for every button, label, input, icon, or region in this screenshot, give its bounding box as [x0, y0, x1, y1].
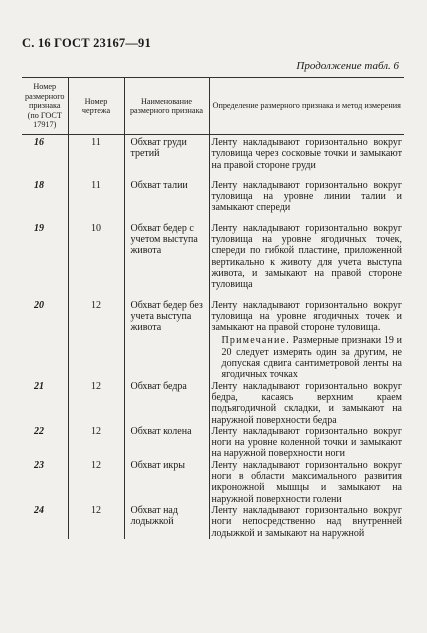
drawing-number: 10 — [68, 223, 124, 291]
sign-number: 22 — [34, 425, 44, 437]
measurement-method — [209, 300, 404, 381]
drawing-number: 11 — [68, 180, 124, 214]
drawing-number: 12 — [68, 505, 124, 539]
sign-number: 21 — [34, 380, 44, 392]
table-row — [22, 381, 404, 426]
table-header-row — [22, 78, 404, 135]
column-header-sign: Номер размерного признака (по ГОСТ 17917) — [22, 78, 68, 135]
measurement-name: Обхват бедер с учетом выступа живота — [124, 223, 209, 291]
table-continuation-label: Продолжение табл. 6 — [296, 60, 399, 72]
table-row — [22, 505, 404, 539]
note-lead: Примечание. — [221, 335, 290, 347]
drawing-number: 12 — [68, 300, 124, 381]
column-header-drawing: Номер чертежа — [68, 78, 124, 135]
column-header-method: Определение размерного признака и метод измерения — [209, 78, 404, 135]
method-text: Ленту накладывают горизонтально вокруг туловища на уровне ягодичных точек и замыкают на правой стороне туловища. — [211, 299, 402, 334]
measurement-method: Ленту накладывают горизонтально вокруг туловища на уровне ягодичных точек, спереди по гибкой пластине, приложенной вертикально к животу для учета выступа живота, и замыкают на правой стороне туловища — [209, 223, 404, 291]
measurement-name: Обхват бедра — [124, 381, 209, 426]
sign-number: 23 — [34, 459, 44, 471]
drawing-number: 12 — [68, 426, 124, 460]
sign-number: 19 — [34, 222, 44, 234]
sign-number: 18 — [34, 179, 44, 191]
table-note — [212, 335, 403, 380]
measurement-name: Обхват над лодыжкой — [124, 505, 209, 539]
measurement-name: Обхват груди третий — [124, 135, 209, 171]
page-header: С. 16 ГОСТ 23167—91 — [22, 36, 151, 50]
table-row — [22, 180, 404, 214]
table-row — [22, 135, 404, 171]
table-row — [22, 300, 404, 381]
measurement-name: Обхват колена — [124, 426, 209, 460]
sign-number: 16 — [34, 137, 44, 148]
drawing-number: 11 — [68, 135, 124, 171]
measurements-table — [22, 77, 404, 539]
note-text: Размерные признаки 19 и 20 следует измерять один за другим, не допуская сдвига сантиметровой ленты на ягодичных точках — [221, 335, 402, 381]
sign-number: 20 — [34, 299, 44, 311]
table-row — [22, 223, 404, 291]
sign-number: 24 — [34, 504, 44, 516]
drawing-number: 12 — [68, 460, 124, 505]
measurement-method: Ленту накладывают горизонтально вокруг ноги в области максимального развития икроножной мышцы и замыкают на наружной поверхности голени — [209, 460, 404, 505]
measurement-name: Обхват талии — [124, 180, 209, 214]
measurement-name: Обхват икры — [124, 460, 209, 505]
table-row — [22, 426, 404, 460]
table-row — [22, 460, 404, 505]
drawing-number: 12 — [68, 381, 124, 426]
column-header-name: Наименование размерного признака — [124, 78, 209, 135]
measurement-method: Ленту накладывают горизонтально вокруг туловища на уровне линии талии и замыкают спереди — [209, 180, 404, 214]
measurement-method: Ленту накладывают горизонтально вокруг туловища через сосковые точки и замыкают на правой стороне груди — [209, 135, 404, 171]
measurement-method: Ленту накладывают горизонтально вокруг ноги непосредственно над внутренней лодыжкой и замыкают на наружной — [209, 505, 404, 539]
measurement-name: Обхват бедер без учета выступа живота — [124, 300, 209, 381]
measurement-method: Ленту накладывают горизонтально вокруг бедра, касаясь верхним краем подъягодичной складки, и замыкают на наружной поверхности бедра — [209, 381, 404, 426]
measurement-method: Ленту накладывают горизонтально вокруг ноги на уровне коленной точки и замыкают на наружной поверхности ноги — [209, 426, 404, 460]
